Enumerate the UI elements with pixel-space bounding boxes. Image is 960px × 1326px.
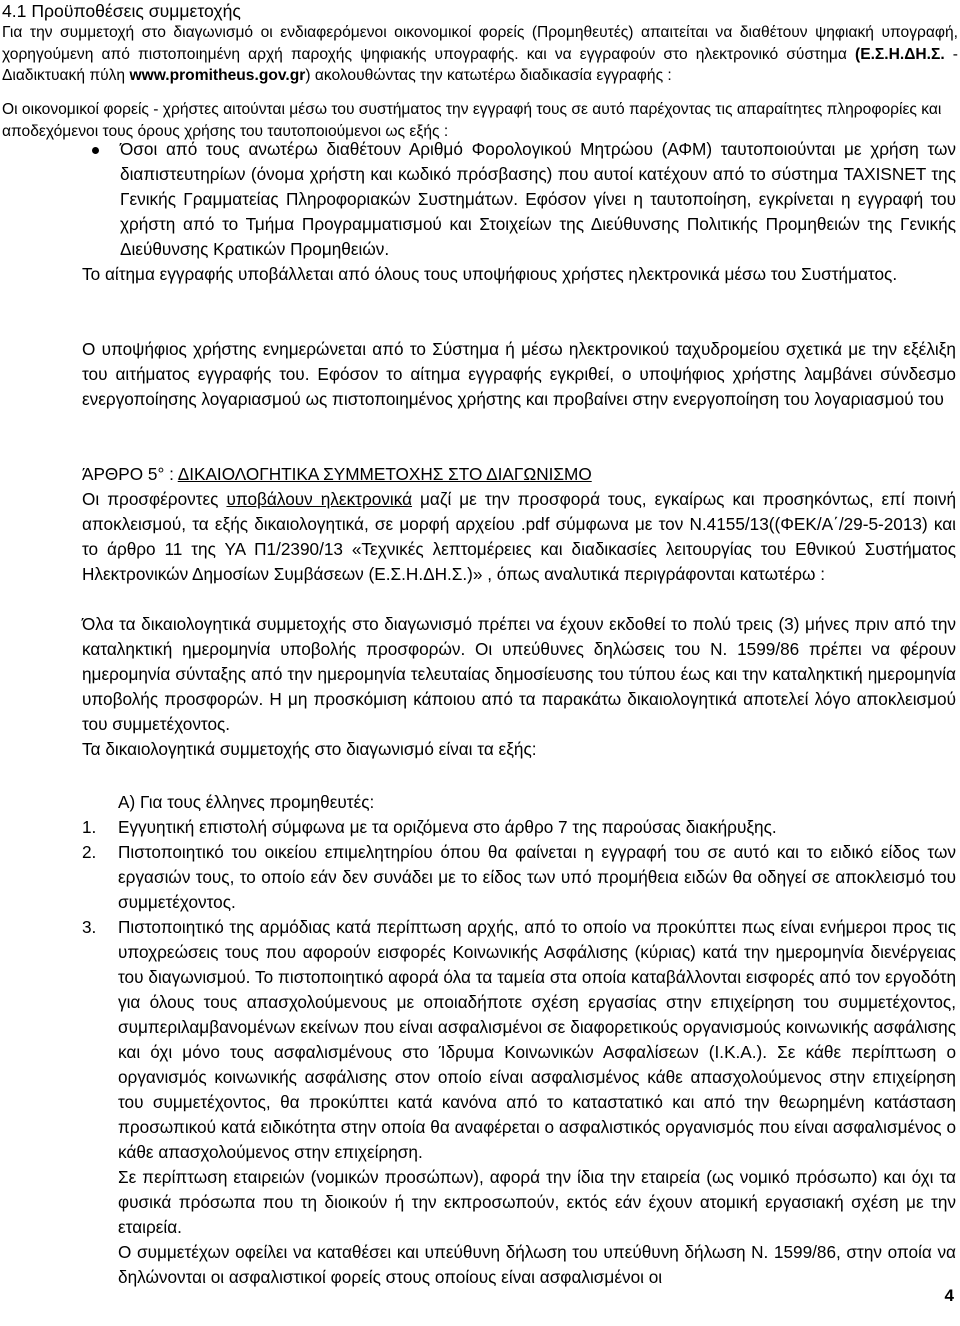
intro-text-2: ) ακολουθώντας την κατωτέρω διαδικασία εγγραφής : [305,67,672,84]
offer-paragraph [82,487,956,587]
article-title: ΔΙΚΑΙΟΛΟΓΗΤΙΚΑ ΣΥΜΜΕΤΟΧΗΣ ΣΤΟ ΔΙΑΓΩΝΙΣΜΟ [177,464,592,484]
item-1-text: Εγγυητική επιστολή σύμφωνα με τα οριζόμενα στο άρθρο 7 της παρούσας διακήρυξης. [118,817,777,837]
offer-text-2: μαζί με την προσφορά τους, εγκαίρως και προσηκόντως, επί ποινή αποκλεισμού, τα εξής δικαιολογητικά, σε μορφή αρχείου .pdf σύμφωνα με τον Ν.4155/13((ΦΕΚ/Α΄/29-5-2013) και το άρθρο 11 της ΥΑ Π1/2390/13 «Τεχνικές λεπτομέρειες και διαδικασίες λειτουργίας του Εθνικού Συστήματος Ηλεκτρονικών Δημοσίων Συμβάσεων (Ε.Σ.Η.ΔΗ.Σ.)» , όπως αναλυτικά περιγράφονται κατωτέρω : [82,489,956,584]
application-paragraph: Το αίτημα εγγραφής υποβάλλεται από όλους τους υποψήφιους χρήστες ηλεκτρονικά μέσω του Συστήματος. [82,264,898,284]
subsection-a: Α) Για τους έλληνες προμηθευτές: [118,792,375,812]
section-heading: 4.1 Προϋποθέσεις συμμετοχής [2,1,241,21]
intro-dash: - [944,45,958,63]
page-number: 4 [944,1286,954,1305]
item-3-number: 3. [82,917,97,937]
offer-text-1: Οι προσφέροντες [82,489,227,509]
intro-portal: Διαδικτυακή πύλη [2,67,130,84]
intro-acronym: (Ε.Σ.Η.ΔΗ.Σ. [855,45,945,63]
item-1-number: 1. [82,817,97,837]
offer-underlined: υποβάλουν ηλεκτρονικά [226,489,413,509]
intro-text-1: Για την συμμετοχή στο διαγωνισμό οι ενδιαφερόμενοι οικονομικοί φορείς (Προμηθευτές) απαιτείται να διαθέτουν ψηφιακή υπογραφή, χορηγούμενη από πιστοποιημένη αρχή παροχής ψηφιακής υπογραφής. και να εγγραφούν στο ηλεκτρονικό σύστημα [2,24,958,63]
item-3-text: Πιστοποιητικό της αρμόδιας κατά περίπτωση αρχής, από το οποίο να προκύπτει πως είναι ενήμεροι προς τις υποχρεώσεις τους που αφορούν εισφορές Κοινωνικής Ασφάλισης (κύριας) κατά την ημερομηνία διενέργειας του διαγωνισμού. Το πιστοποιητικό αφορά όλα τα ταμεία στα οποία καταβάλλονται εισφορές από τον εργοδότη για όλους τους απασχολούμενους με οποιαδήποτε σχέση εργασίας στην επιχείρηση του συμμετέχοντος, συμπεριλαμβανομένων εκείνων που είναι ασφαλισμένοι σε διαφορετικούς οργανισμούς κοινωνικής ασφάλισης και όχι μόνο τους ασφαλισμένους στο Ίδρυμα Κοινωνικών Ασφαλίσεων (Ι.Κ.Α.). Σε κάθε περίπτωση ο οργανισμός κοινωνικής ασφάλισης στον οποίο είναι ασφαλισμένος κάθε απασχολούμενος στην επιχείρηση του συμμετέχοντος, θα προκύπτει κατά κανόνα από το καταστατικό και από την θεωρημένη κατάσταση προσωπικού κατά ειδικότητα στην οποία θα αναφέρεται ο ασφαλιστικός οργανισμός που είναι ασφαλισμένος ο κάθε απασχολούμενος στην επιχείρηση. [118,917,956,1162]
bullet-paragraph: Όσοι από τους ανωτέρω διαθέτουν Αριθμό Φορολογικού Μητρώου (ΑΦΜ) ταυτοποιούνται με χρήση των διαπιστευτηρίων (όνομα χρήστη και κωδικό πρόσβασης) που αυτοί κατέχουν από το σύστημα TAXISNET της Γενικής Γραμματείας Πληροφοριακών Συστημάτων. Εφόσον γίνει η ταυτοποίηση, εγκρίνεται η εγγραφή του χρήστη από το Τμήμα Προγραμματισμού και Στοιχείων της Διεύθυνσης Πολιτικής Προμηθειών της Γενικής Διεύθυνσης Κρατικών Προμηθειών. [120,139,956,259]
item-2-number: 2. [82,842,97,862]
article-heading [82,462,592,487]
intro-paragraph [2,22,958,87]
registration-paragraph: Οι οικονομικοί φορείς - χρήστες αιτούνται μέσω του συστήματος την εγγραφή τους σε αυτό παρέχοντας τις απαραίτητες πληροφορίες και αποδεχόμενοι τους όρους χρήσης του ταυτοποιούμενοι ως εξής : [2,101,942,140]
list-intro: Τα δικαιολογητικά συμμετοχής στο διαγωνισμό είναι τα εξής: [82,739,537,759]
dates-paragraph: Όλα τα δικαιολογητικά συμμετοχής στο διαγωνισμό πρέπει να έχουν εκδοθεί το πολύ τρεις (3) μήνες πριν από την καταληκτική ημερομηνία υποβολής προσφορών. Οι υπεύθυνες δηλώσεις του Ν. 1599/86 πρέπει να φέρουν ημερομηνία σύνταξης από την ημερομηνία τελευταίας δημοσίευσης του τύπου έως και την καταληκτική ημερομηνία υποβολής προσφορών. Η μη προσκόμιση κάποιου από τα παρακάτω δικαιολογητικά αποτελεί λόγο αποκλεισμού του συμμετέχοντος. [82,614,956,734]
notify-paragraph: Ο υποψήφιος χρήστης ενημερώνεται από το Σύστημα ή μέσω ηλεκτρονικού ταχυδρομείου σχετικά με την εξέλιξη του αιτήματος εγγραφής του. Εφόσον το αίτημα εγγραφής εγκριθεί, ο υποψήφιος χρήστης λαμβάνει σύνδεσμο ενεργοποίησης λογαριασμού ως πιστοποιημένος χρήστης και προβαίνει στην ενεργοποίηση του λογαριασμού του [82,339,956,409]
bullet-dot-icon [92,147,99,154]
item-2-text: Πιστοποιητικό του οικείου επιμελητηρίου όπου θα φαίνεται η εγγραφή του σε αυτό και το ειδικό είδος των εργασιών τους, το οποίο εάν δεν συνάδει με το είδος των υπό προμήθεια ειδών θα οδηγεί σε αποκλεισμό του συμμετέχοντος. [118,842,956,912]
item-3-legal-paragraph: Σε περίπτωση εταιρειών (νομικών προσώπων), αφορά την ίδια την εταιρεία (ως νομικό πρόσωπο) και όχι τα φυσικά πρόσωπα που τη διοικούν ή την εκπροσωπούν, εκτός εάν έχουν ατομική εργασιακή σχέση με την εταιρεία. [118,1167,956,1237]
article-prefix: ΆΡΘΡΟ 5° : [82,464,178,484]
intro-url-link[interactable]: www.promitheus.gov.gr [129,67,306,84]
item-3-declaration-paragraph: Ο συμμετέχων οφείλει να καταθέσει και υπεύθυνη δήλωση του υπεύθυνη δήλωση Ν. 1599/86, στην οποία να δηλώνονται οι ασφαλιστικοί φορείς στους οποίους είναι ασφαλισμένοι οι [118,1242,956,1287]
